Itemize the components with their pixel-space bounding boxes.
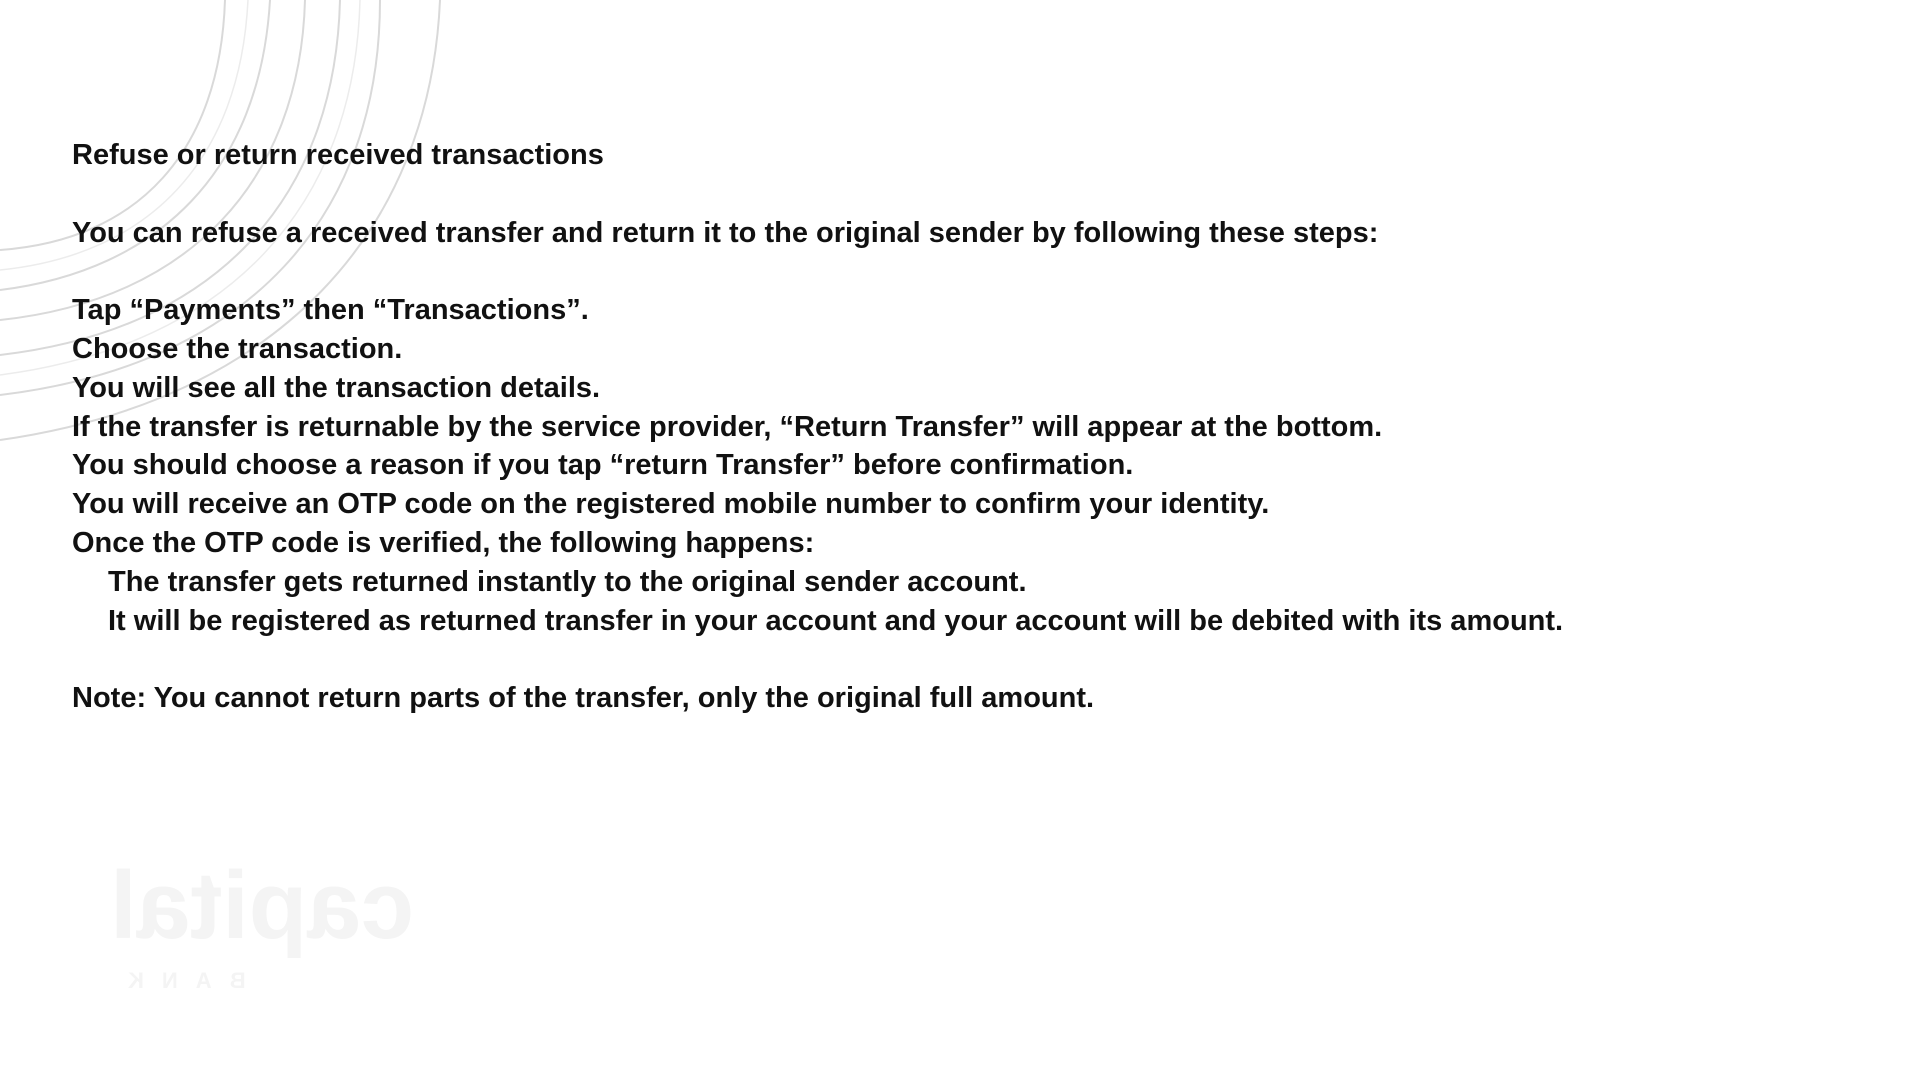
sub-step-1: The transfer gets returned instantly to the original sender account. [108,565,1027,598]
capital-bank-watermark-logo [100,858,440,1008]
step-3: You will see all the transaction details. [72,371,601,404]
step-4: If the transfer is returnable by the service provider, “Return Transfer” will appear at the bottom. [72,410,1383,443]
watermark-subtext: BANK [110,968,246,993]
sub-step-2: It will be registered as returned transfer in your account and your account will be debited with its amount. [108,604,1564,637]
step-5: You should choose a reason if you tap “return Transfer” before confirmation. [72,449,1134,482]
spacer [72,640,1872,679]
step-7: Once the OTP code is verified, the following happens: [72,526,815,559]
step-6: You will receive an OTP code on the registered mobile number to confirm your identity. [72,488,1270,521]
document-content [72,136,1872,718]
spacer [72,175,1872,214]
page-title: Refuse or return received transactions [72,139,604,171]
intro-text: You can refuse a received transfer and return it to the original sender by following these steps: [72,216,1379,249]
note-text: Note: You cannot return parts of the transfer, only the original full amount. [72,682,1095,715]
step-2: Choose the transaction. [72,332,403,365]
watermark-brand: capital [110,858,415,959]
spacer [72,252,1872,291]
step-1: Tap “Payments” then “Transactions”. [72,294,589,327]
